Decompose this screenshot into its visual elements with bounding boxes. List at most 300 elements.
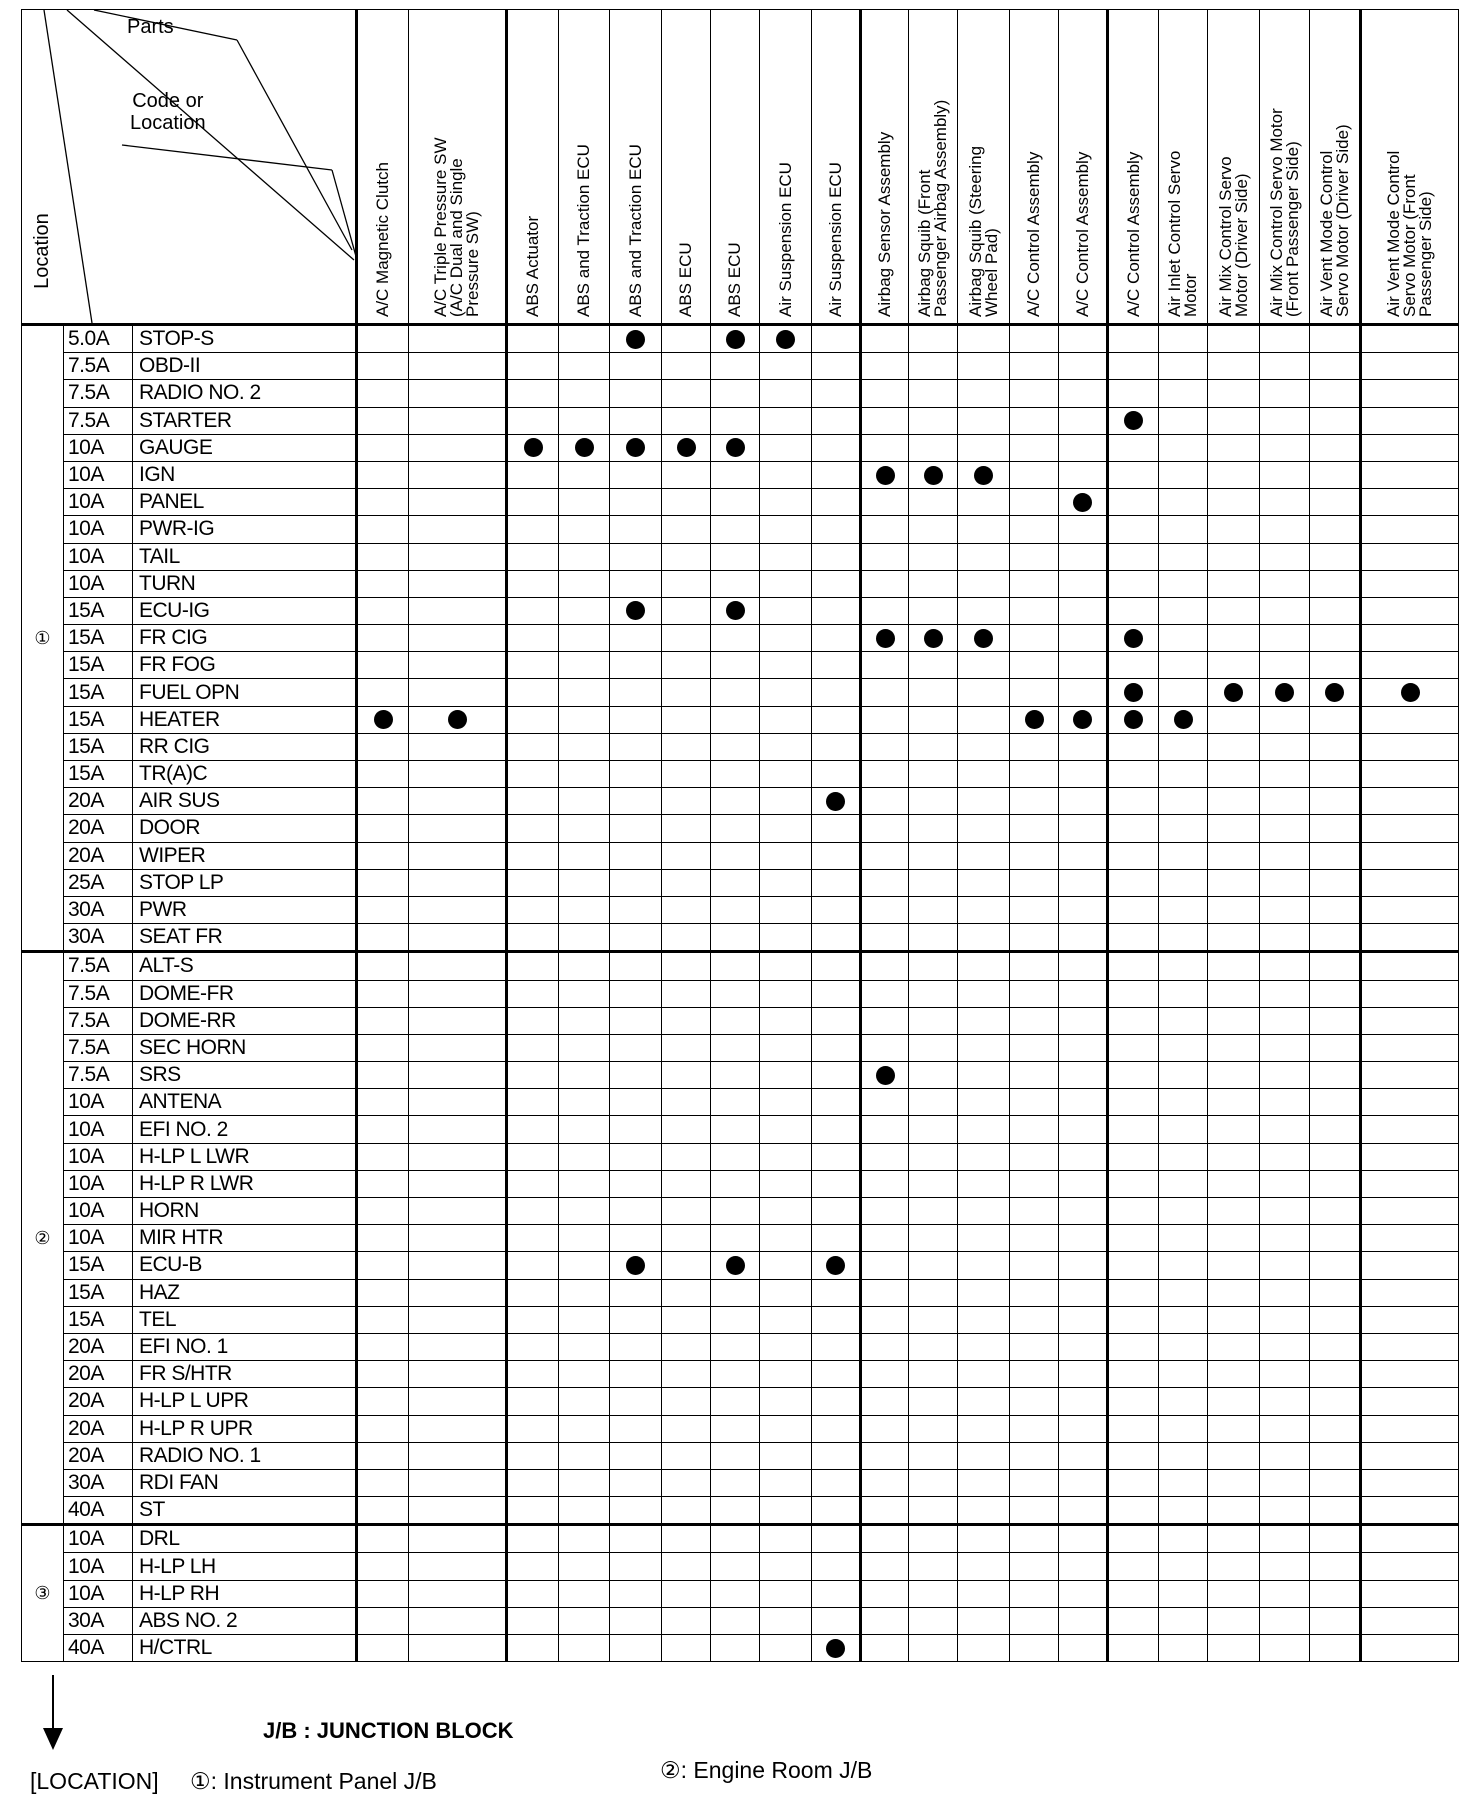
matrix-cell [1159,1062,1208,1089]
matrix-cell [1108,869,1159,896]
matrix-cell [861,1635,909,1662]
matrix-cell [1260,1170,1310,1197]
matrix-cell [1010,1279,1059,1306]
matrix-cell [1059,434,1108,461]
matrix-cell [711,1170,760,1197]
matrix-cell [1010,516,1059,543]
matrix-cell [1159,1333,1208,1360]
matrix-cell [958,980,1010,1007]
matrix-cell [507,516,559,543]
matrix-cell [1260,543,1310,570]
matrix-cell [760,924,812,952]
matrix-cell [1361,543,1459,570]
matrix-cell [812,1034,861,1061]
matrix-cell [958,1553,1010,1580]
fuse-amperage: 15A [64,679,133,706]
matrix-cell [1208,543,1260,570]
matrix-cell [1310,1198,1361,1225]
matrix-cell [812,1388,861,1415]
matrix-cell [760,896,812,923]
matrix-cell [1260,1607,1310,1634]
matrix-cell [559,815,610,842]
matrix-cell [1059,1415,1108,1442]
matrix-cell [711,1089,760,1116]
matrix-cell [559,1497,610,1525]
matrix-cell [711,325,760,353]
fuse-row [22,896,1459,923]
matrix-cell [507,434,559,461]
matrix-cell [610,980,662,1007]
part-header [812,10,861,325]
code-location-label: Code or Location [130,90,206,134]
fuse-row [22,1469,1459,1496]
matrix-cell [409,733,507,760]
matrix-cell [1208,1116,1260,1143]
matrix-cell [1208,1361,1260,1388]
corner-diagonals [22,10,357,323]
matrix-cell [507,896,559,923]
matrix-cell [559,1007,610,1034]
matrix-cell [662,842,711,869]
matrix-cell [1059,489,1108,516]
matrix-cell [1010,543,1059,570]
matrix-cell [409,896,507,923]
fuse-row [22,1415,1459,1442]
matrix-cell [409,1170,507,1197]
matrix-cell [909,896,958,923]
matrix-cell [1361,380,1459,407]
fuse-amperage: 10A [64,1525,133,1553]
matrix-cell [662,1143,711,1170]
matrix-cell [861,952,909,980]
matrix-cell [711,1361,760,1388]
matrix-cell [1059,1361,1108,1388]
fuse-row [22,1034,1459,1061]
matrix-cell [1310,1580,1361,1607]
matrix-cell [1159,679,1208,706]
fuse-row [22,980,1459,1007]
matrix-cell [711,952,760,980]
fuse-row [22,733,1459,760]
matrix-cell [861,1333,909,1360]
matrix-cell [507,788,559,815]
matrix-cell [1159,407,1208,434]
part-header-label: A/C Control Assembly [1072,151,1092,317]
matrix-cell [409,1415,507,1442]
matrix-cell [409,489,507,516]
matrix-cell [861,1198,909,1225]
matrix-cell [1159,434,1208,461]
matrix-cell [861,706,909,733]
matrix-cell [1108,1062,1159,1089]
matrix-cell [1361,980,1459,1007]
matrix-cell [760,1007,812,1034]
connection-dot-icon [726,1256,745,1275]
matrix-cell [711,1116,760,1143]
matrix-cell [760,1279,812,1306]
matrix-cell [861,842,909,869]
matrix-cell [1260,1388,1310,1415]
fuse-row [22,952,1459,980]
matrix-cell [958,543,1010,570]
matrix-cell [1159,1525,1208,1553]
matrix-cell [909,980,958,1007]
fuse-row [22,1279,1459,1306]
fuse-name: TR(A)C [133,761,357,788]
matrix-cell [812,1062,861,1089]
connection-dot-icon [1174,710,1193,729]
matrix-cell [610,1007,662,1034]
part-header-label: ABS Actuator [523,215,542,317]
fuse-amperage: 20A [64,788,133,815]
matrix-cell [1059,625,1108,652]
matrix-cell [1010,1497,1059,1525]
connection-dot-icon [626,601,645,620]
matrix-cell [1361,489,1459,516]
matrix-cell [1010,761,1059,788]
part-header [357,10,409,325]
matrix-cell [1260,353,1310,380]
matrix-cell [812,325,861,353]
matrix-cell [357,1580,409,1607]
fuse-row [22,407,1459,434]
matrix-cell [662,1034,711,1061]
matrix-cell [1010,679,1059,706]
fuse-name: ANTENA [133,1089,357,1116]
matrix-cell [711,1143,760,1170]
matrix-cell [958,407,1010,434]
matrix-cell [1260,1062,1310,1089]
matrix-cell [662,434,711,461]
part-header [760,10,812,325]
matrix-cell [1159,1635,1208,1662]
matrix-cell [409,1198,507,1225]
matrix-cell [760,869,812,896]
matrix-cell [1059,543,1108,570]
fuse-name: FR S/HTR [133,1361,357,1388]
location-marker: ② [22,952,64,1525]
part-header [909,10,958,325]
connection-dot-icon [876,466,895,485]
connection-dot-icon [924,466,943,485]
location-arrow [52,1675,54,1730]
part-header-label: Air Mix Control Servo Motor (Driver Side) [1215,156,1251,317]
matrix-cell [1010,1225,1059,1252]
matrix-cell [610,1198,662,1225]
matrix-cell [1059,1198,1108,1225]
matrix-cell [711,407,760,434]
matrix-cell [711,980,760,1007]
matrix-cell [662,896,711,923]
fuse-row [22,1442,1459,1469]
matrix-cell [610,1525,662,1553]
location-legend-2: ②: Engine Room J/B [660,1757,873,1783]
matrix-cell [1208,1089,1260,1116]
matrix-cell [357,597,409,624]
part-header [1361,10,1459,325]
matrix-cell [610,1089,662,1116]
matrix-cell [1059,788,1108,815]
matrix-cell [1159,761,1208,788]
matrix-cell [1159,706,1208,733]
matrix-cell [662,706,711,733]
fuse-amperage: 30A [64,896,133,923]
matrix-cell [1361,815,1459,842]
matrix-cell [711,1415,760,1442]
matrix-cell [662,1170,711,1197]
matrix-cell [1260,1034,1310,1061]
matrix-cell [507,1525,559,1553]
matrix-cell [1108,1116,1159,1143]
matrix-cell [958,652,1010,679]
matrix-cell [1010,1089,1059,1116]
matrix-cell [1059,1007,1108,1034]
matrix-cell [1159,788,1208,815]
matrix-cell [1059,325,1108,353]
matrix-cell [662,597,711,624]
matrix-cell [507,869,559,896]
matrix-cell [662,1442,711,1469]
matrix-cell [760,1497,812,1525]
matrix-cell [760,380,812,407]
matrix-cell [409,407,507,434]
matrix-cell [1108,1198,1159,1225]
matrix-cell [958,353,1010,380]
matrix-cell [610,1116,662,1143]
matrix-cell [1208,1252,1260,1279]
matrix-cell [1208,434,1260,461]
matrix-cell [1108,952,1159,980]
fuse-amperage: 30A [64,924,133,952]
fuse-name: H-LP L LWR [133,1143,357,1170]
matrix-cell [1260,679,1310,706]
matrix-cell [1108,489,1159,516]
fuse-amperage: 7.5A [64,407,133,434]
matrix-cell [909,1279,958,1306]
matrix-cell [662,1252,711,1279]
matrix-cell [1159,980,1208,1007]
matrix-cell [1059,896,1108,923]
matrix-cell [812,516,861,543]
fuse-row [22,1198,1459,1225]
matrix-cell [662,1525,711,1553]
matrix-cell [909,1607,958,1634]
matrix-cell [812,952,861,980]
matrix-cell [409,1143,507,1170]
fuse-row [22,815,1459,842]
matrix-cell [559,1279,610,1306]
matrix-cell [357,1252,409,1279]
matrix-cell [760,952,812,980]
matrix-cell [861,1170,909,1197]
matrix-cell [812,1089,861,1116]
fuse-amperage: 7.5A [64,1062,133,1089]
matrix-cell [760,1116,812,1143]
matrix-cell [760,980,812,1007]
fuse-amperage: 10A [64,516,133,543]
matrix-cell [409,325,507,353]
matrix-cell [610,489,662,516]
matrix-cell [1010,1525,1059,1553]
matrix-cell [812,1442,861,1469]
connection-dot-icon [726,601,745,620]
matrix-cell [1208,1170,1260,1197]
matrix-cell [1159,1580,1208,1607]
matrix-cell [1108,1252,1159,1279]
matrix-cell [507,1143,559,1170]
matrix-cell [662,1225,711,1252]
matrix-cell [559,1361,610,1388]
matrix-cell [760,761,812,788]
fuse-name: H-LP RH [133,1580,357,1607]
matrix-cell [409,1442,507,1469]
matrix-cell [1208,407,1260,434]
matrix-cell [1010,896,1059,923]
matrix-cell [958,1007,1010,1034]
matrix-cell [1059,733,1108,760]
matrix-cell [1059,706,1108,733]
matrix-cell [1260,516,1310,543]
connection-dot-icon [626,1256,645,1275]
matrix-cell [861,788,909,815]
matrix-cell [1361,1469,1459,1496]
matrix-cell [610,1034,662,1061]
matrix-cell [711,679,760,706]
fuse-row [22,1306,1459,1333]
matrix-cell [760,1635,812,1662]
matrix-cell [409,869,507,896]
matrix-cell [559,761,610,788]
matrix-cell [1159,1007,1208,1034]
fuse-name: ABS NO. 2 [133,1607,357,1634]
matrix-cell [909,733,958,760]
matrix-cell [409,1306,507,1333]
matrix-cell [1208,1333,1260,1360]
matrix-cell [507,1170,559,1197]
matrix-cell [861,1553,909,1580]
matrix-cell [711,1607,760,1634]
matrix-cell [861,325,909,353]
matrix-cell [1260,652,1310,679]
location-legend-prefix: [LOCATION] [30,1768,159,1794]
fuse-amperage: 10A [64,434,133,461]
matrix-cell [662,1089,711,1116]
fuse-amperage: 40A [64,1635,133,1662]
matrix-cell [1310,1225,1361,1252]
matrix-cell [507,1279,559,1306]
matrix-cell [559,516,610,543]
matrix-cell [1260,1143,1310,1170]
matrix-cell [610,380,662,407]
fuse-row [22,1116,1459,1143]
fuse-row [22,1607,1459,1634]
matrix-cell [760,1170,812,1197]
matrix-cell [760,1198,812,1225]
matrix-cell [1361,434,1459,461]
matrix-cell [1059,980,1108,1007]
fuse-amperage: 15A [64,733,133,760]
matrix-cell [861,1361,909,1388]
fuse-amperage: 10A [64,1143,133,1170]
matrix-cell [1208,625,1260,652]
fuse-row [22,353,1459,380]
matrix-cell [507,1062,559,1089]
matrix-cell [1010,380,1059,407]
matrix-cell [1208,380,1260,407]
connection-dot-icon [726,330,745,349]
matrix-cell [1010,489,1059,516]
matrix-cell [357,1007,409,1034]
fuse-amperage: 7.5A [64,1007,133,1034]
matrix-cell [711,1469,760,1496]
matrix-cell [1208,1525,1260,1553]
matrix-cell [357,842,409,869]
matrix-cell [909,1333,958,1360]
matrix-cell [861,1007,909,1034]
connection-dot-icon [677,438,696,457]
fuse-amperage: 5.0A [64,325,133,353]
matrix-cell [1361,1198,1459,1225]
matrix-cell [1260,1198,1310,1225]
matrix-cell [1310,1279,1361,1306]
fuse-row [22,1553,1459,1580]
matrix-cell [711,1306,760,1333]
matrix-cell [1260,842,1310,869]
matrix-cell [1310,896,1361,923]
matrix-cell [1310,325,1361,353]
matrix-cell [909,788,958,815]
fuse-name: OBD-II [133,353,357,380]
matrix-cell [559,1442,610,1469]
matrix-cell [409,1225,507,1252]
matrix-cell [711,570,760,597]
fuse-amperage: 10A [64,1225,133,1252]
matrix-cell [1010,325,1059,353]
matrix-cell [357,1333,409,1360]
matrix-cell [1260,625,1310,652]
matrix-cell [662,679,711,706]
matrix-cell [662,1116,711,1143]
matrix-cell [958,952,1010,980]
matrix-cell [958,597,1010,624]
matrix-cell [610,625,662,652]
fuse-name: AIR SUS [133,788,357,815]
matrix-cell [1010,1607,1059,1634]
matrix-cell [909,1497,958,1525]
matrix-cell [507,407,559,434]
connection-dot-icon [1025,710,1044,729]
fuse-row [22,1333,1459,1360]
fuse-amperage: 10A [64,570,133,597]
matrix-cell [861,733,909,760]
matrix-cell [559,1415,610,1442]
matrix-cell [662,1388,711,1415]
matrix-cell [507,380,559,407]
matrix-cell [861,1279,909,1306]
matrix-cell [662,380,711,407]
matrix-cell [409,1469,507,1496]
matrix-cell [662,980,711,1007]
matrix-cell [812,353,861,380]
fuse-name: EFI NO. 2 [133,1116,357,1143]
matrix-cell [357,1170,409,1197]
matrix-cell [507,1607,559,1634]
matrix-cell [1059,380,1108,407]
matrix-cell [1361,407,1459,434]
matrix-cell [1310,407,1361,434]
matrix-cell [1260,1306,1310,1333]
matrix-cell [1208,489,1260,516]
